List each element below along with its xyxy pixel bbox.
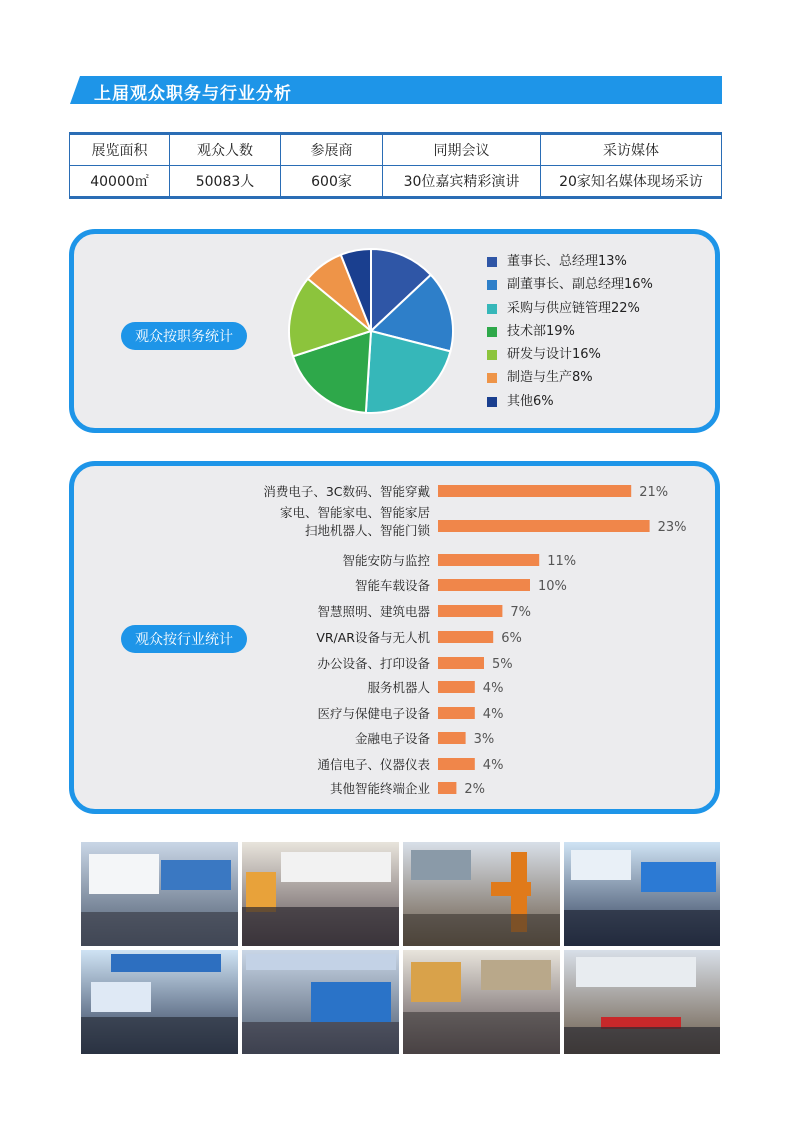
bar-value-label: 4% <box>482 681 504 696</box>
legend-item: 制造与生产8% <box>487 370 653 393</box>
bar-category-label: 办公设备、打印设备 <box>317 656 430 671</box>
bar <box>438 732 466 744</box>
table-header-area: 展览面积 <box>70 134 170 166</box>
bar-value-label: 2% <box>464 782 486 797</box>
table-header-conference: 同期会议 <box>383 134 541 166</box>
photo-crowd-1 <box>242 842 399 946</box>
legend-item: 研发与设计16% <box>487 347 653 370</box>
bar-value-label: 5% <box>492 657 513 672</box>
photo-robot-arm <box>403 842 560 946</box>
bar-value-label: 21% <box>639 485 669 500</box>
table-header-media: 采访媒体 <box>541 134 722 166</box>
legend-swatch <box>487 304 497 314</box>
bar-value-label: 4% <box>482 707 504 722</box>
bar-category-label: 医疗与保健电子设备 <box>317 706 430 721</box>
bar-value-label: 6% <box>501 631 522 646</box>
photo-group <box>564 950 720 1054</box>
bar-category-label: 通信电子、仪器仪表 <box>317 757 430 772</box>
exhibition-photo-grid <box>81 842 720 1054</box>
legend-item: 采购与供应链管理22% <box>487 301 653 324</box>
photo-visitors <box>403 950 560 1054</box>
bar <box>438 681 475 693</box>
table-header-visitors: 观众人数 <box>170 134 281 166</box>
legend-swatch <box>487 257 497 267</box>
bar-category-label: VR/AR设备与无人机 <box>316 630 430 645</box>
legend-swatch <box>487 397 497 407</box>
bar <box>438 657 484 669</box>
bar <box>438 782 456 794</box>
table-cell-conference: 30位嘉宾精彩演讲 <box>383 166 541 198</box>
bar <box>438 605 502 617</box>
table-header-exhibitors: 参展商 <box>281 134 383 166</box>
industry-bar-chart <box>74 466 715 809</box>
photo-booth-2 <box>564 842 720 946</box>
bar-category-label: 服务机器人 <box>367 680 430 695</box>
table-cell-exhibitors: 600家 <box>281 166 383 198</box>
bar-category-label: 智能安防与监控 <box>342 553 430 568</box>
pie-legend <box>487 254 653 417</box>
position-stats-panel <box>69 229 720 433</box>
bar-value-label: 10% <box>538 579 567 594</box>
legend-swatch <box>487 280 497 290</box>
legend-swatch <box>487 350 497 360</box>
bar-value-label: 23% <box>657 520 687 535</box>
bar-value-label: 4% <box>482 758 504 773</box>
bar-category-label: 消费电子、3C数码、智能穿戴 <box>263 484 430 499</box>
bar <box>438 758 475 770</box>
exhibition-photos <box>81 842 720 1054</box>
bar <box>438 631 493 643</box>
bar-category-label: 家电、智能家电、智能家居 <box>279 505 430 520</box>
legend-item: 其他6% <box>487 394 653 417</box>
table-cell-media: 20家知名媒体现场采访 <box>541 166 722 198</box>
industry-panel-label: 观众按行业统计 <box>121 625 247 653</box>
bar <box>438 554 539 566</box>
table-cell-visitors: 50083人 <box>170 166 281 198</box>
bar-value-label: 3% <box>473 732 495 747</box>
bar-value-label: 11% <box>547 554 577 569</box>
bar <box>438 485 631 497</box>
bar <box>438 579 530 591</box>
section-title: 上届观众职务与行业分析 <box>94 84 292 104</box>
legend-swatch <box>487 373 497 383</box>
photo-booth-1 <box>81 842 238 946</box>
bar-category-label: 其他智能终端企业 <box>329 781 430 796</box>
photo-booth-4 <box>242 950 399 1054</box>
table-cell-area: 40000㎡ <box>70 166 170 198</box>
bar-category-label: 扫地机器人、智能门锁 <box>304 523 430 538</box>
bar-category-label: 金融电子设备 <box>354 731 430 746</box>
bar <box>438 707 475 719</box>
section-title-bar <box>70 76 722 104</box>
bar <box>438 520 650 532</box>
legend-item: 董事长、总经理13% <box>487 254 653 277</box>
legend-item: 技术部19% <box>487 324 653 347</box>
bar-value-label: 7% <box>510 605 532 620</box>
legend-swatch <box>487 327 497 337</box>
legend-item: 副董事长、副总经理16% <box>487 277 653 300</box>
bar-category-label: 智慧照明、建筑电器 <box>317 604 430 619</box>
industry-stats-panel <box>69 461 720 814</box>
position-panel-label: 观众按职务统计 <box>121 322 247 350</box>
stats-table <box>69 132 722 199</box>
bar-category-label: 智能车载设备 <box>354 578 430 593</box>
photo-booth-3 <box>81 950 238 1054</box>
